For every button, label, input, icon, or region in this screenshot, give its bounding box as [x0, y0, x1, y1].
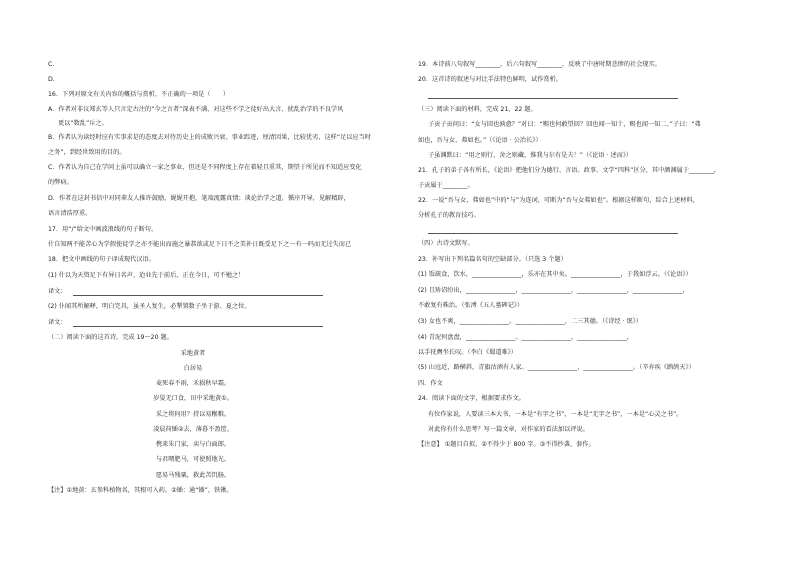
q24-note: 【注意】 ①题目自拟。②不得少于 800 字。③不得抄袭、套作。: [418, 441, 595, 448]
q22-cont: 分析孔子的教育技巧。: [418, 212, 480, 219]
passage-line-1: 子贡子贡问曰：“女与回也孰愈？”对曰：“赐也何敢望回？回也闻一知十，赐也闻一知二。”子曰：“弗: [428, 121, 701, 128]
answer-line: [428, 98, 678, 99]
poem-line: 岁晏无口食，田中采地黄①。: [153, 395, 233, 402]
section-4-title: （四）古诗文默写。: [418, 240, 474, 247]
option-c: C.: [48, 61, 55, 68]
poem-line: 与君喂肥马，可使照地光。: [155, 456, 231, 463]
q16-option-c-cont: 的弊病。: [48, 179, 73, 186]
q23-item-2: (2) 且矫诏纷出，________________，________________，________________，________________，: [418, 287, 689, 294]
answer-line: [428, 233, 678, 234]
q24-title: 24．阅读下面的文字，根据要求作文。: [418, 395, 525, 402]
section-3-title: （三）阅读下面的材料，完成 21、22 题。: [418, 106, 537, 113]
poem-line: 愿易马残粟，救此苦饥肠。: [155, 472, 231, 479]
q24-prompt-1: 有位作家说，人要读三本大书，一本是“有字之书”，一本是“无字之书”，一本是“心灵之书”。: [428, 411, 683, 418]
q18-title: 18．把文中画线的句子译成现代汉语。: [48, 256, 155, 263]
poem-note: 【注】①地黄：玄参科植物名，其根可入药。②锸：通“锸”，铁锹。: [48, 487, 233, 494]
q20: 20．这首诗的叙述与对比手法特色鲜明，试作赏析。: [418, 76, 562, 83]
passage-line-2: 如也，吾与女，弗如也。”（《论语 · 公冶长》）: [418, 137, 542, 144]
poem-title: 采地黄者: [180, 350, 206, 357]
translation-label-1: 译文：: [48, 288, 67, 295]
q23-item-4-cont: 以手抚膺坐长叹。（李白《蜀道难》）: [418, 349, 517, 356]
q16-option-b: B．作者认为读经时应有实事求是的态度去对待历史上的成败兴衰、事业踪迹，厘清因果，比较优劣，这样“足以应当时: [48, 134, 372, 141]
q16-option-b-cont: 之务”，到经世致用的目的。: [48, 149, 126, 156]
q23-title: 23．补写出下列名篇名句的空缺部分。（只选 3 个题）: [418, 256, 567, 263]
q16-option-a-cont: 更以“数乱”斥之。: [58, 120, 108, 127]
q23-item-5: (5) 山远近，路横斜，青旗沽酒有人家。________________，________________。（辛弃疾《鹧鸪天》）: [418, 364, 695, 371]
answer-line: [73, 326, 323, 327]
q19: 19．本诗前八句叙写________，后六句叙写________，反映了中唐时期悲惨的社会现实。: [418, 61, 661, 68]
q24-prompt-2: 对此你有什么思考？写一篇文章，对作家的看法加以评说。: [428, 426, 589, 433]
section-2-title: （二）阅读下面的这首诗，完成 19～20 题。: [48, 334, 173, 341]
poem-author: 白居易: [183, 365, 203, 372]
answer-line: [73, 295, 323, 296]
q21: 21．孔子的弟子各有所长，《论语》把他们分为德行、言语、政事、文学“四科”区分，其中颜渊属于________，: [418, 167, 720, 174]
q21-cont: 子贡属于________。: [418, 182, 474, 189]
q16-option-a: A．作者对非议郑玄等人只言定古注的“今之言者”深表不满，对这些不学之徒好出大言、扰乱治学的不良学风: [48, 106, 344, 113]
q18-item-1: (1) 什以为天资足下有异日名声，迨业先于前后，正在今日，可不勉之！: [48, 272, 245, 279]
passage-line-3: 子虽渊默曰：“用之则行，舍之则藏，惟我与尔有是夫！”（《论语 · 述而》）: [428, 152, 633, 159]
q16-title: 16．下列对原文有关内容的概括与赏析，不正确的一项是（ ）: [48, 91, 230, 98]
q17-text: 什自知两不能苦心为学假使徒学之亦不能出而施之暴恭欲或足下日不之美补日既受足下之一有一吗而无过失而已: [48, 241, 352, 248]
q23-item-4: (4) 青泥何盘盘，________________。________________，________________，: [418, 334, 633, 341]
q22: 22．一说“吾与女，弗如也”中的“与”为连词，可断为“吾与女弗如也”。根据这样断句，综合上述材料，: [418, 197, 699, 204]
poem-line: 采之将何用？持以易糇粮。: [155, 411, 231, 418]
q23-item-2-cont: 不敢复有株治。（张溥《五人墓碑记》）: [418, 302, 524, 309]
q16-option-c: C．作者认为自己在学问上虽可以确立一家之事业，但还是不同程度上存在着轻且重其，期望于所见而不知适应变化: [48, 164, 362, 171]
poem-line: 携来朱门家，卖与白面郎。: [155, 441, 231, 448]
q23-item-1: (1) 饭疏食，饮水，________________，乐亦在其中矣。________________，于我如浮云。（《论语》）: [418, 271, 692, 278]
poem-line: 凌晨荷锸②去，薄暮不盈筐。: [153, 426, 233, 433]
option-d: D.: [48, 76, 55, 83]
poem-line: 麦死春不雨，禾损秋早霜。: [155, 380, 231, 387]
translation-label-2: 译文：: [48, 319, 67, 326]
q17-title: 17．用“/”给文中画波浪线的句子断句。: [48, 226, 158, 233]
q18-item-2: (2) 仆闻其所解释，明白完具，虽圣人复生，必掣置数子坐于游、夏之位。: [48, 303, 251, 310]
q16-option-d-cont: 语言清浩厚重。: [48, 210, 92, 217]
q16-option-d: D．作者在这封书信中对同辈友人推许鼓励，娓娓开抱，笔端流露真情；谈论治学之道，循序开导，见解精辟，: [48, 195, 350, 202]
composition-title: 四．作文: [418, 380, 443, 387]
q23-item-3: (3) 女也不爽，________________。________________，二三其德。（《诗经 · 氓》）: [418, 318, 642, 325]
